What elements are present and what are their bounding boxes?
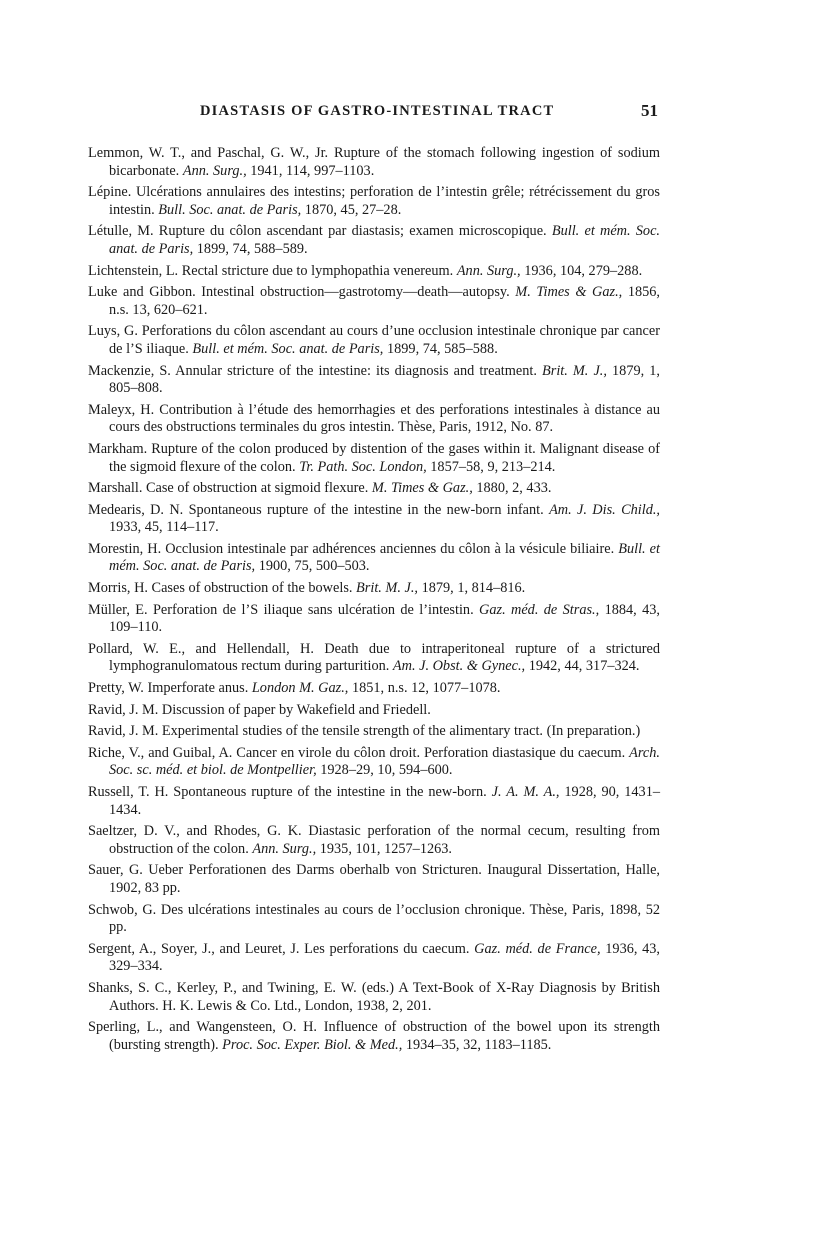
reference-text: Luys, G. Perforations du côlon ascendant au cours d’une occlusion intestinale chronique par cancer de l’S iliaque. — [88, 323, 660, 357]
reference-journal: Am. J. Dis. Child., — [549, 501, 660, 518]
reference-journal: London M. Gaz., — [251, 680, 349, 697]
reference-citation: 1942, 44, 317–324. — [528, 658, 640, 675]
reference-text: Morestin, H. Occlusion intestinale par adhérences anciennes du côlon à la vésicule biliaire. — [88, 540, 615, 557]
reference-citation: 1857–58, 9, 213–214. — [430, 458, 556, 475]
reference-journal: Bull. Soc. anat. de Paris, — [158, 201, 302, 218]
reference-item — [88, 862, 660, 897]
reference-text: Sperling, L., and Wangensteen, O. H. Influence of obstruction of the bowel upon its strength (bursting strength). — [88, 1019, 660, 1053]
reference-text: Luke and Gibbon. Intestinal obstruction—gastrotomy—death—autopsy. — [88, 284, 510, 301]
reference-text: Lemmon, W. T., and Paschal, G. W., Jr. Rupture of the stomach following ingestion of sodium bicarbonate. — [88, 145, 660, 179]
reference-citation: 1870, 45, 27–28. — [304, 201, 402, 218]
reference-item — [88, 941, 660, 976]
reference-text: Ravid, J. M. Experimental studies of the tensile strength of the alimentary tract. (In preparation.) — [88, 723, 641, 740]
page-number: 51 — [641, 101, 658, 120]
reference-item — [88, 784, 660, 819]
reference-citation: 1880, 2, 433. — [476, 480, 552, 497]
reference-citation: 1928–29, 10, 594–600. — [320, 762, 453, 779]
reference-item — [88, 1019, 660, 1054]
reference-text: Medearis, D. N. Spontaneous rupture of the intestine in the new-born infant. — [88, 501, 544, 518]
reference-citation: 1934–35, 32, 1183–1185. — [405, 1036, 552, 1053]
reference-journal: Bull. et mém. Soc. anat. de Paris, — [109, 223, 661, 257]
reference-journal: Tr. Path. Soc. London, — [299, 458, 427, 475]
reference-item — [88, 402, 660, 437]
reference-citation: 1935, 101, 1257–1263. — [319, 840, 452, 857]
reference-journal: Brit. M. J., — [542, 362, 607, 379]
reference-item — [88, 284, 660, 319]
reference-item — [88, 480, 660, 498]
reference-citation: 1941, 114, 997–1103. — [250, 162, 375, 179]
reference-citation: 1879, 1, 814–816. — [421, 580, 526, 597]
reference-item — [88, 680, 660, 698]
reference-item — [88, 263, 660, 281]
reference-text: Lichtenstein, L. Rectal stricture due to lymphopathia venereum. — [88, 262, 454, 279]
reference-item — [88, 441, 660, 476]
reference-item — [88, 184, 660, 219]
reference-citation: 1928, 90, 1431–1434. — [109, 784, 660, 818]
reference-citation: 1884, 43, 109–110. — [109, 601, 660, 636]
reference-journal: Am. J. Obst. & Gynec., — [392, 658, 526, 675]
reference-item — [88, 323, 660, 358]
reference-journal: Ann. Surg., — [252, 840, 317, 857]
reference-journal: Gaz. méd. de Stras., — [479, 601, 600, 618]
reference-text: Marshall. Case of obstruction at sigmoid flexure. — [88, 480, 369, 497]
reference-journal: Bull. et mém. Soc. anat. de Paris, — [109, 540, 661, 575]
reference-citation: 1851, n.s. 12, 1077–1078. — [351, 680, 501, 697]
reference-text: Saeltzer, D. V., and Rhodes, G. K. Diastasic perforation of the normal cecum, resulting from obstruction of the colon. — [88, 823, 660, 857]
reference-citation: 1879, 1, 805–808. — [109, 362, 660, 397]
reference-item — [88, 602, 660, 637]
reference-text: Maleyx, H. Contribution à l’étude des hemorrhagies et des perforations intestinales à distance au cours des obstructions terminales du gros intestin. Thèse, Paris, 1912, No. 87. — [88, 401, 660, 436]
reference-text: Ravid, J. M. Discussion of paper by Wakefield and Friedell. — [88, 701, 431, 718]
reference-journal: Arch. Soc. sc. méd. et biol. de Montpellier, — [109, 744, 660, 779]
reference-item — [88, 745, 660, 780]
reference-text: Markham. Rupture of the colon produced by distention of the gases within it. Malignant disease of the sigmoid flexure of the colon. — [88, 440, 660, 475]
reference-text: Müller, E. Perforation de l’S iliaque sans ulcération de l’intestin. — [88, 601, 474, 618]
reference-list — [88, 145, 660, 1058]
reference-journal: Gaz. méd. de France, — [474, 940, 601, 957]
running-title: DIASTASIS OF GASTRO-INTESTINAL TRACT — [200, 103, 555, 119]
reference-text: Morris, H. Cases of obstruction of the bowels. — [88, 580, 353, 597]
reference-citation: 1936, 104, 279–288. — [524, 262, 643, 279]
reference-item — [88, 223, 660, 258]
reference-item — [88, 363, 660, 398]
reference-item — [88, 641, 660, 676]
reference-text: Sergent, A., Soyer, J., and Leuret, J. Les perforations du caecum. — [88, 940, 470, 957]
reference-citation: 1933, 45, 114–117. — [109, 519, 219, 536]
reference-journal: Ann. Surg., — [456, 262, 521, 279]
reference-text: Sauer, G. Ueber Perforationen des Darms oberhalb von Stricturen. Inaugural Dissertation, Halle, 1902, 83 pp. — [88, 862, 660, 896]
reference-item — [88, 702, 660, 720]
reference-item — [88, 502, 660, 537]
reference-citation: 1900, 75, 500–503. — [258, 558, 370, 575]
reference-item — [88, 902, 660, 937]
reference-item — [88, 823, 660, 858]
reference-citation: 1936, 43, 329–334. — [109, 940, 660, 975]
reference-text: Mackenzie, S. Annular stricture of the intestine: its diagnosis and treatment. — [88, 362, 537, 379]
reference-text: Riche, V., and Guibal, A. Cancer en virole du côlon droit. Perforation diastasique du caecum. — [88, 744, 626, 761]
reference-text: Létulle, M. Rupture du côlon ascendant par diastasis; examen microscopique. — [88, 223, 547, 240]
reference-journal: Ann. Surg., — [182, 162, 247, 179]
reference-journal: Bull. et mém. Soc. anat. de Paris, — [192, 340, 384, 357]
reference-text: Schwob, G. Des ulcérations intestinales au cours de l’occlusion chronique. Thèse, Paris, 1898, 52 pp. — [88, 901, 660, 936]
reference-journal: Brit. M. J., — [356, 580, 418, 597]
reference-journal: M. Times & Gaz., — [371, 480, 473, 497]
reference-text: Russell, T. H. Spontaneous rupture of the intestine in the new-born. — [88, 784, 487, 800]
reference-citation: 1899, 74, 588–589. — [196, 240, 308, 257]
reference-citation: 1856, n.s. 13, 620–621. — [109, 284, 660, 318]
reference-item — [88, 723, 660, 741]
reference-item — [88, 980, 660, 1015]
reference-item — [88, 541, 660, 576]
reference-text: Pollard, W. E., and Hellendall, H. Death due to intraperitoneal rupture of a strictured lymphogranulomatous rectum during parturition. — [88, 640, 660, 675]
reference-journal: M. Times & Gaz., — [515, 284, 623, 301]
reference-item — [88, 145, 660, 180]
reference-item — [88, 580, 660, 598]
reference-journal: Proc. Soc. Exper. Biol. & Med., — [222, 1036, 403, 1053]
reference-citation: 1899, 74, 585–588. — [386, 340, 498, 357]
reference-text: Lépine. Ulcérations annulaires des intestins; perforation de l’intestin grêle; rétrécissement du gros intestin. — [88, 184, 660, 218]
reference-journal: J. A. M. A., — [491, 784, 560, 800]
page-header — [200, 103, 658, 127]
reference-text: Pretty, W. Imperforate anus. — [88, 680, 249, 697]
reference-text: Shanks, S. C., Kerley, P., and Twining, E. W. (eds.) A Text-Book of X-Ray Diagnosis by British Authors. H. K. Lewis & Co. Ltd., London, 1938, 2, 201. — [88, 979, 660, 1014]
